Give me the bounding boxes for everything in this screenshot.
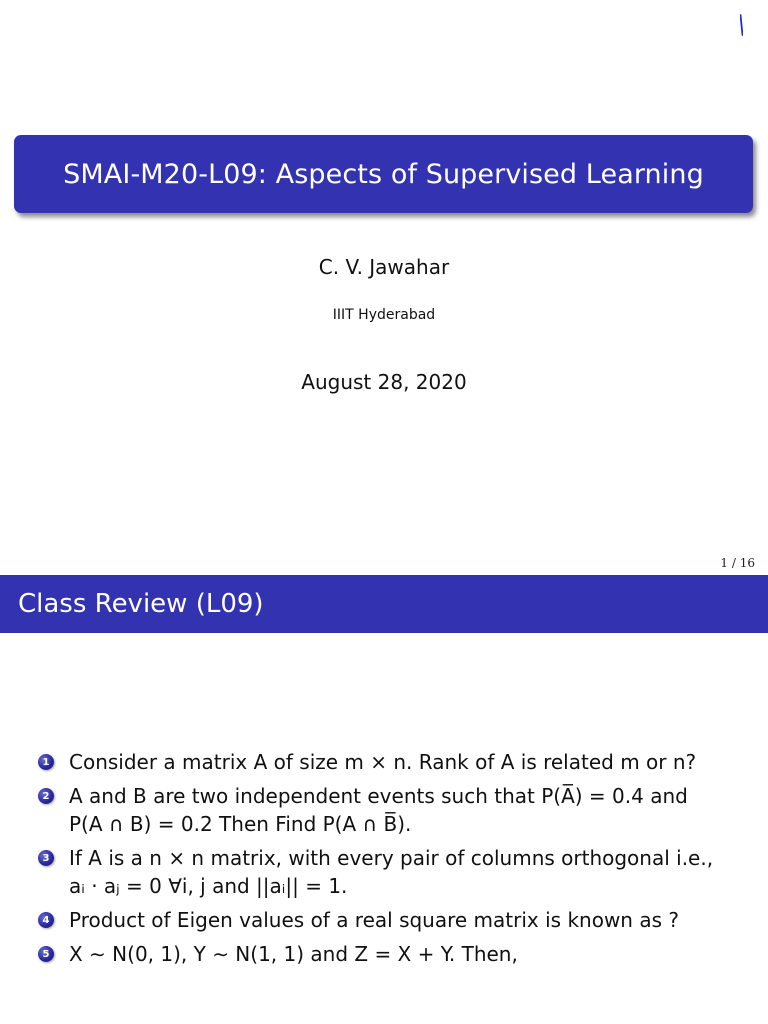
institute-name: IIIT Hyderabad xyxy=(332,307,436,323)
title-block xyxy=(14,135,753,213)
question-text: P(A ∩ B) = 0.2 Then Find P(A ∩ B̅). xyxy=(69,812,412,836)
question-text: Consider a matrix A of size m × n. Rank of A is related m or n? xyxy=(69,750,697,774)
numbered-bullet-icon: 3 xyxy=(38,850,54,866)
list-item xyxy=(38,748,738,776)
page-number: 1 / 16 xyxy=(720,556,755,570)
presentation-date: August 28, 2020 xyxy=(301,370,467,394)
question-text: aᵢ · aⱼ = 0 ∀i, j and ||aᵢ|| = 1. xyxy=(69,874,348,898)
numbered-bullet-icon: 5 xyxy=(38,946,54,962)
list-item xyxy=(38,906,738,934)
list-item xyxy=(38,782,738,838)
question-text: If A is a n × n matrix, with every pair of columns orthogonal i.e., xyxy=(69,846,714,870)
review-questions-list xyxy=(38,748,738,974)
frame-title: Class Review (L09) xyxy=(18,589,264,619)
numbered-bullet-icon: 4 xyxy=(38,912,54,928)
slide-title: SMAI-M20-L09: Aspects of Supervised Learning xyxy=(63,158,704,190)
numbered-bullet-icon: 1 xyxy=(38,754,54,770)
list-item xyxy=(38,844,738,900)
frame-title-bar xyxy=(0,575,768,633)
question-text: X ∼ N(0, 1), Y ∼ N(1, 1) and Z = X + Y. Then, xyxy=(69,942,518,966)
pen-annotation-mark xyxy=(740,14,743,36)
numbered-bullet-icon: 2 xyxy=(38,788,54,804)
question-text: Product of Eigen values of a real square matrix is known as ? xyxy=(69,908,679,932)
list-item xyxy=(38,940,738,968)
question-text: A and B are two independent events such that P(A̅) = 0.4 and xyxy=(69,784,688,808)
author-name: C. V. Jawahar xyxy=(318,255,450,279)
